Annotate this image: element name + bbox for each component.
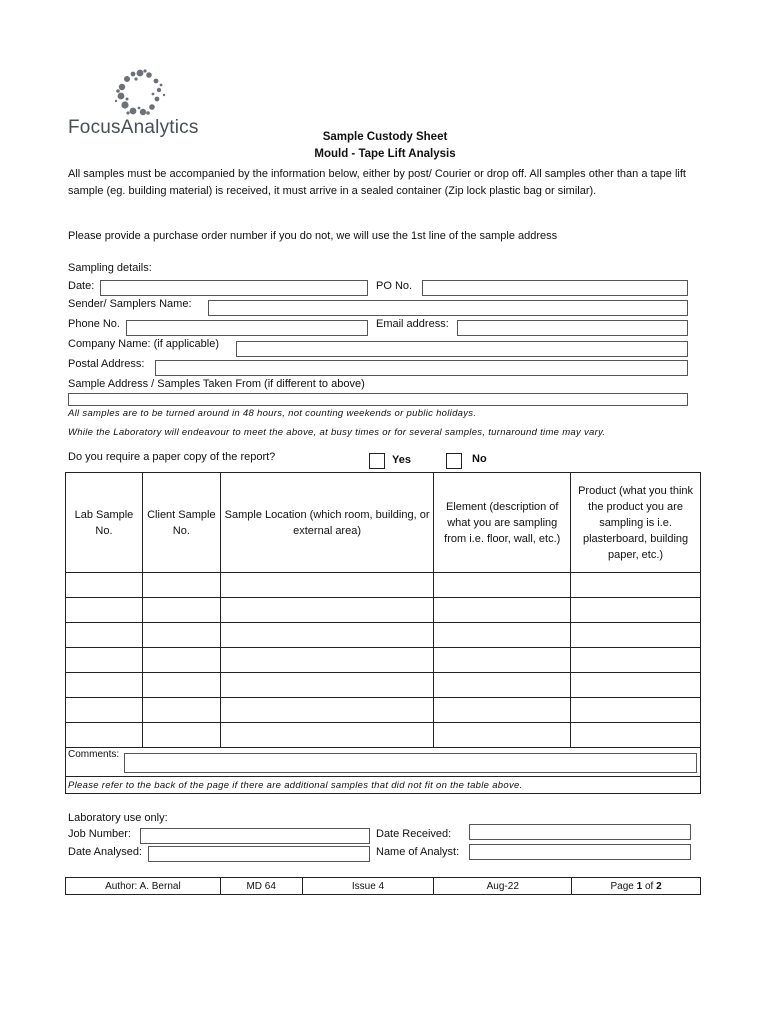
- address-field[interactable]: [68, 393, 688, 406]
- company-label: Company Name: (if applicable): [68, 338, 220, 350]
- analyst-field[interactable]: [469, 844, 691, 860]
- table-cell[interactable]: [66, 623, 143, 648]
- po-note: Please provide a purchase order number if you do not, we will use the 1st line of the sample address: [68, 230, 558, 242]
- table-cell[interactable]: [434, 723, 571, 748]
- received-field[interactable]: [469, 824, 691, 840]
- postal-label: Postal Address:: [68, 358, 145, 370]
- table-row: [66, 648, 701, 673]
- table-cell[interactable]: [66, 673, 143, 698]
- overflow-note-row: [66, 777, 701, 794]
- table-cell[interactable]: [142, 673, 220, 698]
- header-client-sample: Client Sample No.: [142, 473, 220, 573]
- intro-paragraph: All samples must be accompanied by the information below, either by post/ Courier or drop off. All samples other than a tape lift sample (eg. building material) is received, it must arrive in a sealed container (Zip lock plastic bag or similar).: [68, 168, 686, 197]
- table-row: [66, 673, 701, 698]
- header-lab-sample: Lab Sample No.: [66, 473, 143, 573]
- email-field[interactable]: [457, 320, 688, 336]
- email-label: Email address:: [376, 318, 449, 330]
- table-cell[interactable]: [66, 723, 143, 748]
- header-element: Element (description of what you are sampling from i.e. floor, wall, etc.): [434, 473, 571, 573]
- table-cell[interactable]: [571, 598, 701, 623]
- footer-code: MD 64: [220, 878, 302, 895]
- sampling-heading: Sampling details:: [68, 262, 152, 274]
- job-label: Job Number:: [68, 828, 131, 840]
- table-cell[interactable]: [434, 648, 571, 673]
- phone-field[interactable]: [126, 320, 368, 336]
- table-cell[interactable]: [571, 573, 701, 598]
- table-cell[interactable]: [220, 673, 434, 698]
- table-cell[interactable]: [66, 698, 143, 723]
- lab-heading: Laboratory use only:: [68, 812, 168, 824]
- table-cell[interactable]: [571, 698, 701, 723]
- sender-label: Sender/ Samplers Name:: [68, 298, 192, 310]
- logo-text: FocusAnalytics: [68, 117, 199, 138]
- table-row: [66, 723, 701, 748]
- yes-checkbox[interactable]: [369, 453, 385, 469]
- header-product: Product (what you think the product you are sampling is i.e. plasterboard, building paper, etc.): [571, 473, 701, 573]
- table-cell[interactable]: [142, 698, 220, 723]
- address-label: Sample Address / Samples Taken From (if different to above): [68, 378, 365, 390]
- job-field[interactable]: [140, 828, 370, 844]
- table-cell[interactable]: [220, 623, 434, 648]
- footer-page: [572, 878, 701, 895]
- page-subtitle: Mould - Tape Lift Analysis: [314, 148, 456, 160]
- table-cell[interactable]: [220, 723, 434, 748]
- table-cell[interactable]: [220, 648, 434, 673]
- table-cell[interactable]: [142, 723, 220, 748]
- analyst-label: Name of Analyst:: [376, 846, 460, 858]
- header-sample-location: Sample Location (which room, building, or external area): [220, 473, 434, 573]
- table-row: [66, 598, 701, 623]
- postal-field[interactable]: [155, 360, 688, 376]
- table-cell[interactable]: [571, 673, 701, 698]
- page-number: 1: [636, 880, 643, 892]
- date-field[interactable]: [100, 280, 368, 296]
- page-total: 2: [656, 880, 662, 892]
- table-cell[interactable]: [66, 598, 143, 623]
- po-label: PO No.: [376, 280, 413, 292]
- company-field[interactable]: [236, 341, 688, 357]
- table-cell[interactable]: [142, 573, 220, 598]
- no-label: No: [472, 453, 487, 465]
- page-of: of: [644, 880, 654, 892]
- footer-issue: Issue 4: [302, 878, 434, 895]
- turnaround-notice: All samples are to be turned around in 48 hours, not counting weekends or public holidays.: [68, 408, 477, 419]
- table-cell[interactable]: [142, 648, 220, 673]
- footer-table: [65, 877, 701, 895]
- received-label: Date Received:: [376, 828, 452, 840]
- table-cell[interactable]: [571, 723, 701, 748]
- table-cell[interactable]: [434, 623, 571, 648]
- table-cell[interactable]: [220, 698, 434, 723]
- table-cell[interactable]: [220, 598, 434, 623]
- paper-copy-question: Do you require a paper copy of the report?: [68, 451, 276, 463]
- page-prefix: Page: [610, 880, 634, 892]
- samples-table: [65, 472, 701, 794]
- yes-label: Yes: [392, 454, 411, 466]
- sender-field[interactable]: [208, 300, 688, 316]
- no-checkbox[interactable]: [446, 453, 462, 469]
- analysed-label: Date Analysed:: [68, 846, 142, 858]
- footer-date: Aug-22: [434, 878, 572, 895]
- table-cell[interactable]: [66, 648, 143, 673]
- analysed-field[interactable]: [148, 846, 370, 862]
- page-title: Sample Custody Sheet: [322, 131, 448, 143]
- table-cell[interactable]: [66, 573, 143, 598]
- comments-label: Comments:: [68, 749, 120, 760]
- date-label: Date:: [68, 280, 95, 292]
- table-row: [66, 698, 701, 723]
- table-cell[interactable]: [434, 698, 571, 723]
- comments-row: [66, 748, 701, 777]
- overflow-note: Please refer to the back of the page if there are additional samples that did not fit on the table above.: [66, 777, 701, 794]
- table-cell[interactable]: [434, 673, 571, 698]
- table-cell[interactable]: [571, 623, 701, 648]
- table-row: [66, 623, 701, 648]
- table-cell[interactable]: [571, 648, 701, 673]
- table-cell[interactable]: [434, 598, 571, 623]
- comments-cell: [66, 748, 701, 777]
- table-cell[interactable]: [142, 623, 220, 648]
- table-row: [66, 573, 701, 598]
- phone-label: Phone No.: [68, 318, 120, 330]
- table-cell[interactable]: [220, 573, 434, 598]
- logo-circle-icon: [112, 68, 168, 120]
- po-field[interactable]: [422, 280, 688, 296]
- footer-author: Author: A. Bernal: [66, 878, 221, 895]
- busy-notice: While the Laboratory will endeavour to meet the above, at busy times or for several samples, turnaround time may vary.: [68, 427, 606, 438]
- table-cell[interactable]: [142, 598, 220, 623]
- table-cell[interactable]: [434, 573, 571, 598]
- comments-field[interactable]: [124, 753, 697, 773]
